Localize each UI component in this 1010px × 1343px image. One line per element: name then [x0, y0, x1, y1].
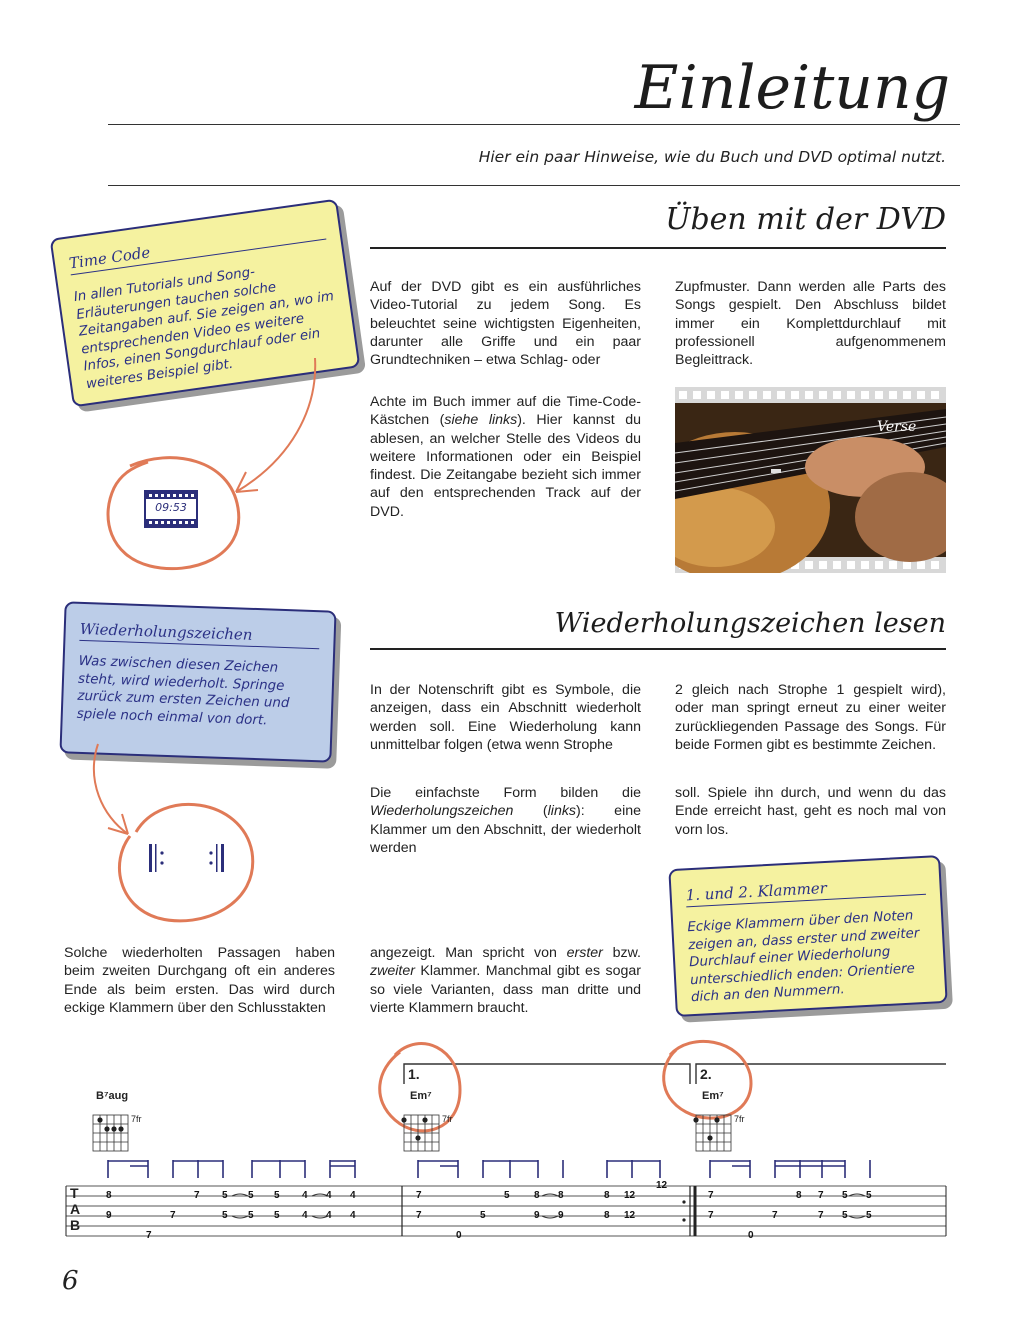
time-code-box [144, 490, 198, 528]
note-bracket-title: 1. und 2. Klammer [685, 874, 926, 908]
tab-clef-t: T [70, 1185, 79, 1201]
title-rule [108, 124, 960, 125]
ending-bracket-2 [696, 1064, 946, 1084]
text-run: ). Hier kannst du ablesen, an welcher Stelle des Videos du weitere Informationen oder ein Beispiel findest. Die Zeitangabe bezieht sich immer auf den entsprechenden Track auf der DVD. [370, 412, 641, 520]
repeat-col2-para1: 2 gleich nach Strophe 1 gespielt wird), oder man springt erneut zu einer weiter zurückliegenden Passage des Songs. Für beide Formen gibt es bestimmte Zeichen. [675, 682, 946, 753]
text-run: Achte im Buch immer auf die Time-Code-Kästchen ( [370, 394, 641, 429]
page-subtitle: Hier ein paar Hinweise, wie du Buch und DVD optimal nutzt. [478, 148, 946, 166]
tablature-staff [0, 1030, 1010, 1300]
repeat-dots [682, 1200, 685, 1221]
page-title: Einleitung [634, 53, 950, 123]
repeat-start-sign [149, 844, 164, 872]
subtitle-rule [108, 185, 960, 186]
section-heading-repeat: Wiederholungszeichen lesen [554, 608, 946, 639]
note-time-code-title: Time Code [68, 219, 326, 276]
text-run: ( [513, 803, 548, 820]
repeat-left-para3: Solche wiederholten Passagen haben beim zweiten Durchgang oft ein anderes Ende als beim ersten. Das wird durch eckige Klammern über den Schlusstakten [64, 945, 335, 1016]
chord-fret-2: 7fr [442, 1114, 453, 1124]
text-run: angezeigt. Man spricht von [370, 945, 567, 961]
section-rule-dvd [370, 247, 946, 249]
video-still-photo [675, 387, 946, 573]
repeat-mid-para3 [370, 944, 641, 1017]
chord-fret-1: 7fr [131, 1114, 142, 1124]
note-repeat-title: Wiederholungszeichen [79, 620, 320, 649]
note-repeat-text: Was zwischen diesen Zeichen steht, wird wiederholt. Springe zurück zum ersten Zeichen und spiele noch einmal von dort. [76, 653, 290, 728]
note-bracket-text: Eckige Klammern über den Noten zeigen an, dass erster und zweiter Durchlauf einer Wiederholung unterschiedlich enden: Orientiere dich an den Nummern. [687, 908, 920, 1006]
chord-diagram-3 [696, 1115, 731, 1151]
chord-name-3: Em⁷ [702, 1090, 724, 1102]
page-number: 6 [62, 1266, 79, 1296]
text-run: bzw. [602, 945, 641, 961]
dvd-col1-para1: Auf der DVD gibt es ein ausführliches Video-Tutorial zu jedem Song. Es beleuchtet seine wichtigsten Eigenheiten, darunter alle Griffe und ein paar Grundtechniken – etwa Schlag- oder [370, 279, 641, 369]
text-run-italic: siehe links [444, 412, 518, 429]
text-run-italic: links [547, 803, 577, 820]
repeat-col2-para2: soll. Spiele ihn durch, und wenn du das Ende erreicht hast, geht es noch mal von vorn los. [675, 785, 946, 838]
section-heading-dvd: Üben mit der DVD [665, 202, 946, 237]
note-repeat [59, 601, 336, 762]
ending-1-label: 1. [408, 1066, 420, 1082]
highlight-circle-repeat [112, 792, 262, 932]
video-label: Verse [877, 419, 917, 435]
note-time-code-text: In allen Tutorials und Song-Erläuterungen tauchen solche Zeitangaben auf. Sie zeigen an, wo im entsprechenden Video es weitere Infos, einen Songdurchlauf oder ein weiteres Beispiel gibt. [72, 264, 335, 392]
repeat-col1-para2 [370, 784, 641, 857]
chord-dots-1 [97, 1117, 123, 1131]
ending-2-label: 2. [700, 1066, 712, 1082]
chord-name-2: Em⁷ [410, 1090, 432, 1102]
section-rule-repeat [370, 648, 946, 650]
text-run-italic: erster [566, 945, 603, 961]
chord-diagram-2 [404, 1115, 439, 1151]
text-run: Die einfachste Form bilden die [370, 785, 641, 801]
repeat-end-sign [209, 844, 224, 872]
chord-name-1: B⁷aug [96, 1090, 129, 1102]
dvd-col2-para1: Zupfmuster. Dann werden alle Parts des Songs gespielt. Den Abschluss bildet immer ein Komplettdurchlauf mit professionell aufgenommenem Begleittrack. [675, 279, 946, 369]
text-run: ): eine Klammer um den Abschnitt, der wiederholt werden [370, 803, 642, 856]
text-run-italic: Wiederholungszeichen [370, 803, 514, 820]
ending-bracket-1 [404, 1064, 690, 1084]
tab-clef-a: A [70, 1201, 81, 1217]
chord-dots-3 [693, 1117, 719, 1140]
text-run: Klammer. Manchmal gibt es sogar so viele Varianten, dass man dritte und vierte Klammern braucht. [370, 963, 641, 1016]
note-bracket [668, 855, 947, 1017]
dvd-col1-para2 [370, 393, 641, 521]
tab-clef-b: B [70, 1217, 81, 1233]
time-code-value: 09:53 [155, 501, 187, 514]
text-run-italic: zweiter [370, 963, 415, 980]
repeat-col1-para1: In der Notenschrift gibt es Symbole, die anzeigen, dass ein Abschnitt wiederholt werden soll. Eine Wiederholung kann unmittelbar folgen (etwa wenn Strophe [370, 682, 641, 753]
rhythm-notation [108, 1160, 870, 1178]
chord-fret-3: 7fr [734, 1114, 745, 1124]
